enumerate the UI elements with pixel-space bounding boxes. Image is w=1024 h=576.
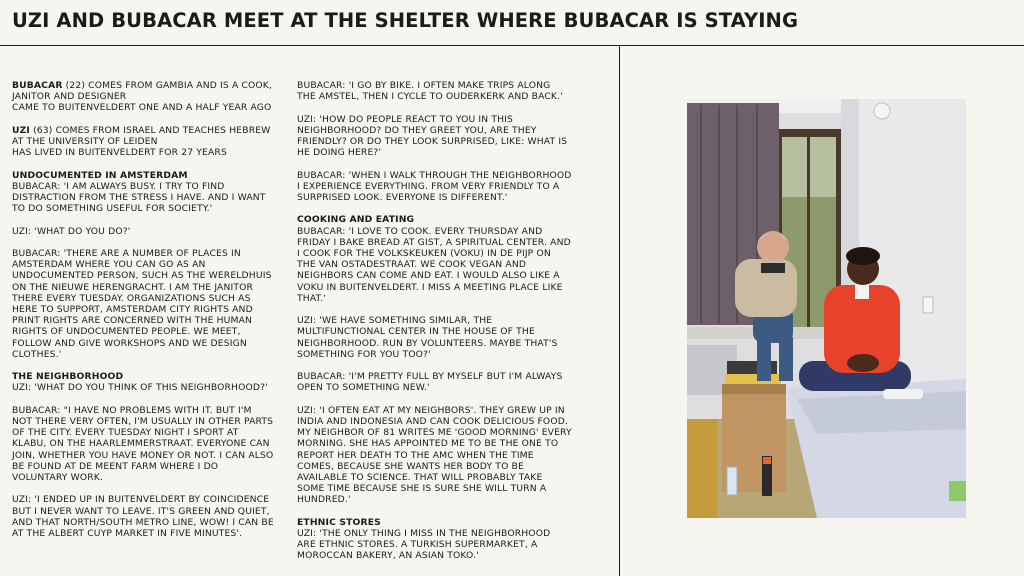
paragraph: UZI: 'I ENDED UP IN BUITENVELDERT BY COINCIDENCE BUT I NEVER WANT TO LEAVE. IT'S GREEN AND QUIET, AND THAT NORTH/SOUTH METRO LINE, WOW! I CAN BE AT THE ALBERT CUYP MARKET IN FIVE MINUTES'.: [12, 494, 274, 540]
column-divider: [619, 46, 620, 576]
intro-uzi: [12, 125, 274, 159]
shelter-photo-illustration: [687, 99, 966, 518]
paragraph: BUBACAR: 'THERE ARE A NUMBER OF PLACES IN AMSTERDAM WHERE YOU CAN GO AS AN UNDOCUMENTED PERSON, SUCH AS THE WERELDHUIS ON THE NIEUWE HERENGRACHT. I AM THE JANITOR THERE EVERY TUESDAY. ORGANIZATIONS SUCH AS HERE TO SUPPORT, AMSTERDAM CITY RIGHTS AND PRINT RIGHTS ARE CONCERNED WITH THE HUMAN RIGHTS OF UNDOCUMENTED PEOPLE. WE MEET, FOLLOW AND GIVE WORKSHOPS AND WE DESIGN CLOTHES.': [12, 247, 272, 360]
paragraph: UZI: 'WE HAVE SOMETHING SIMILAR, THE MULTIFUNCTIONAL CENTER IN THE HOUSE OF THE NEIGHBORHOOD. RUN BY VOLUNTEERS. MAYBE THAT'S SOMETHING FOR YOU TOO?': [297, 315, 558, 360]
text-column-right: [297, 80, 572, 562]
paragraph: UZI: 'I OFTEN EAT AT MY NEIGHBORS'. THEY GREW UP IN INDIA AND INDONESIA AND CAN COOK DELICIOUS FOOD. MY NEIGHBOR OF 81 WRITES ME 'GOOD MORNING' EVERY MORNING. SHE HAS APPOINTED ME TO BE THE ONE TO REPORT HER DEATH TO THE AMC WHEN THE TIME COMES, BECAUSE SHE WANTS HER BODY TO BE AVAILABLE TO SCIENCE. THAT WILL PROBABLY TAKE SOME TIME BECAUSE SHE IS SURE SHE WILL TURN A HUNDRED.': [297, 404, 572, 506]
paragraph: BUBACAR: 'I'M PRETTY FULL BY MYSELF BUT I'M ALWAYS OPEN TO SOMETHING NEW.': [297, 371, 563, 394]
heading-cooking: COOKING AND EATING: [297, 214, 415, 226]
intro-bubacar-name: BUBACAR: [12, 80, 63, 91]
paragraph: BUBACAR: 'I AM ALWAYS BUSY. I TRY TO FIND DISTRACTION FROM THE STRESS I HAVE. AND I WANT TO DO SOMETHING USEFUL FOR SOCIETY.': [12, 180, 266, 215]
page-title: UZI AND BUBACAR MEET AT THE SHELTER WHERE BUBACAR IS STAYING: [12, 9, 799, 32]
paragraph: BUBACAR: 'WHEN I WALK THROUGH THE NEIGHBORHOOD I EXPERIENCE EVERYTHING. FROM VERY FRIENDLY TO A SURPRISED LOOK. EVERYONE IS DIFFERENT.': [297, 169, 572, 203]
intro-bubacar: [12, 80, 274, 114]
paragraph: UZI: 'WHAT DO YOU THINK OF THIS NEIGHBORHOOD?': [12, 382, 268, 394]
paragraph: BUBACAR: 'I LOVE TO COOK. EVERY THURSDAY AND FRIDAY I BAKE BREAD AT GIST, A SPIRITUAL CENTER. AND I COOK FOR THE VOLKSKEUKEN (VOKU) IN DE PIJP ON THE VAN OSTADESTRAAT. WE COOK VEGAN AND NEIGHBORS CAN COME AND EAT. I WOULD ALSO LIKE A VOKU IN BUITENVELDERT. I MISS A MEETING PLACE LIKE THAT.': [297, 225, 571, 304]
paragraph: UZI: 'HOW DO PEOPLE REACT TO YOU IN THIS NEIGHBORHOOD? DO THEY GREET YOU, ARE THEY FRIENDLY? OR DO THEY LOOK SURPRISED, LIKE: WHAT IS HE DOING HERE?': [297, 113, 568, 159]
intro-bubacar-text: (22) COMES FROM GAMBIA AND IS A COOK, JANITOR AND DESIGNER CAME TO BUITENVELDERT ONE AND A HALF YEAR AGO: [12, 80, 273, 114]
text-column-left: [12, 80, 274, 539]
paragraph: BUBACAR: 'I GO BY BIKE. I OFTEN MAKE TRIPS ALONG THE AMSTEL, THEN I CYCLE TO OUDERKERK AND BACK.': [297, 80, 563, 103]
paragraph: UZI: 'THE ONLY THING I MISS IN THE NEIGHBORHOOD ARE ETHNIC STORES. A TURKISH SUPERMARKET, A MOROCCAN BAKERY, AN ASIAN TOKO.': [297, 528, 551, 562]
heading-neighborhood: THE NEIGHBORHOOD: [12, 371, 124, 383]
paragraph: UZI: 'WHAT DO YOU DO?': [12, 225, 131, 237]
paragraph: BUBACAR: "I HAVE NO PROBLEMS WITH IT. BUT I'M NOT THERE VERY OFTEN, I'M USUALLY IN OTHER PARTS OF THE CITY. EVERY TUESDAY NIGHT I SPORT AT KLABU, ON THE HAARLEMMERSTRAAT. EVERYONE CAN JOIN, WHETHER YOU HAVE MONEY OR NOT. I CAN ALSO BE FOUND AT DE MEENT FARM WHERE I DO VOLUNTARY WORK.: [12, 404, 274, 484]
heading-undocumented: UNDOCUMENTED IN AMSTERDAM: [12, 169, 188, 181]
title-bar: [0, 0, 1024, 46]
intro-uzi-text: (63) COMES FROM ISRAEL AND TEACHES HEBREW AT THE UNIVERSITY OF LEIDEN HAS LIVED IN BUITENVELDERT FOR 27 YEARS: [12, 124, 271, 159]
intro-uzi-name: UZI: [12, 124, 30, 136]
shelter-photo: [687, 99, 966, 518]
heading-ethnic: ETHNIC STORES: [297, 516, 381, 528]
